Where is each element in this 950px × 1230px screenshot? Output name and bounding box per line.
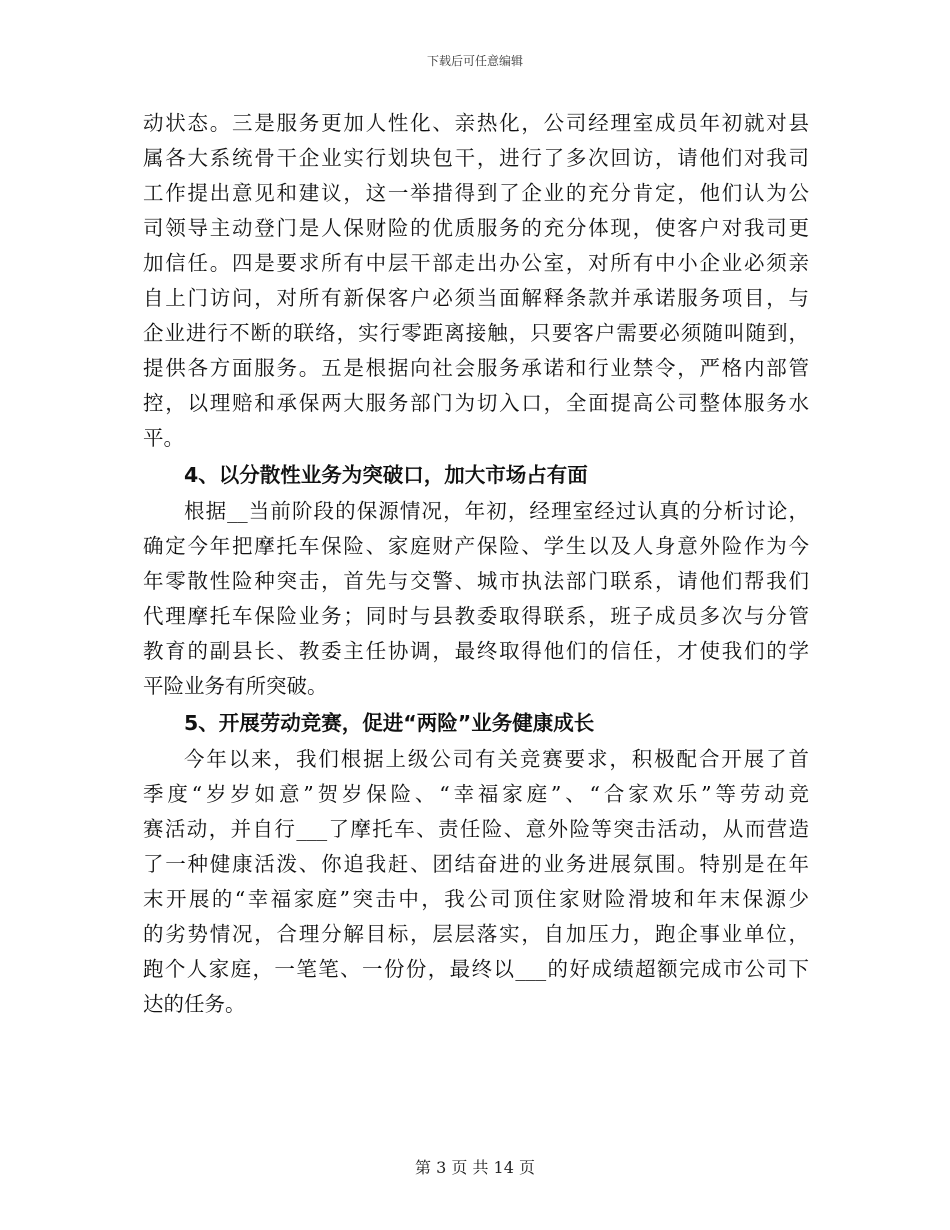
text-line: 平险业务有所突破。 [143,674,328,698]
text-line: 司领导主动登门是人保财险的优质服务的充分体现，使客户对我司更 [143,216,809,240]
text-line: 工作提出意见和建议，这一举措得到了企业的充分肯定，他们认为公 [143,181,809,205]
section-heading-4: 4、以分散性业务为突破口，加大市场占有面 [184,463,588,487]
text-line: 确定今年把摩托车保险、家庭财产保险、学生以及人身意外险作为今 [143,534,809,558]
text-line: 赛活动，并自行___了摩托车、责任险、意外险等突击活动，从而营造 [143,817,809,841]
text-line: 年零散性险种突击，首先与交警、城市执法部门联系，请他们帮我们 [143,569,809,593]
paragraph-labor-competition [143,742,809,1022]
text-line: 动状态。三是服务更加人性化、亲热化，公司经理室成员年初就对县 [143,111,809,135]
text-line: 的劣势情况，合理分解目标，层层落实，自加压力，跑企事业单位， [143,922,809,946]
document-body [143,106,809,1022]
text-line: 加信任。四是要求所有中层干部走出办公室，对所有中小企业必须亲 [143,251,809,275]
text-line: 代理摩托车保险业务；同时与县教委取得联系，班子成员多次与分管 [143,604,809,628]
text-line: 季度“岁岁如意”贺岁保险、“幸福家庭”、“合家欢乐”等劳动竞 [143,782,809,806]
text-line: 达的任务。 [143,992,246,1016]
page-header: 下载后可任意编辑 [426,54,523,68]
text-line: 跑个人家庭，一笔笔、一份份，最终以___的好成绩超额完成市公司下 [143,957,809,981]
text-line: 末开展的“幸福家庭”突击中，我公司顶住家财险滑坡和年末保源少 [143,887,809,911]
text-line: 教育的副县长、教委主任协调，最终取得他们的信任，才使我们的学 [143,639,809,663]
page-number: 第 3 页 共 14 页 [415,1158,535,1177]
text-line: 企业进行不断的联络，实行零距离接触，只要客户需要必须随叫随到， [143,321,809,345]
paragraph-scattered-business [143,494,809,704]
text-line: 根据__当前阶段的保源情况，年初，经理室经过认真的分析讨论， [184,499,809,523]
paragraph-service [143,106,809,456]
text-line: 属各大系统骨干企业实行划块包干，进行了多次回访，请他们对我司 [143,146,809,170]
text-line: 了一种健康活泼、你追我赶、团结奋进的业务进展氛围。特别是在年 [143,852,809,876]
section-heading-5: 5、开展劳动竞赛，促进“两险”业务健康成长 [184,711,595,735]
text-line: 提供各方面服务。五是根据向社会服务承诺和行业禁令，严格内部管 [143,356,809,380]
text-line: 今年以来，我们根据上级公司有关竞赛要求，积极配合开展了首 [184,747,809,771]
text-line: 自上门访问，对所有新保客户必须当面解释条款并承诺服务项目，与 [143,286,809,310]
text-line: 平。 [143,426,184,450]
text-line: 控，以理赔和承保两大服务部门为切入口，全面提高公司整体服务水 [143,391,809,415]
